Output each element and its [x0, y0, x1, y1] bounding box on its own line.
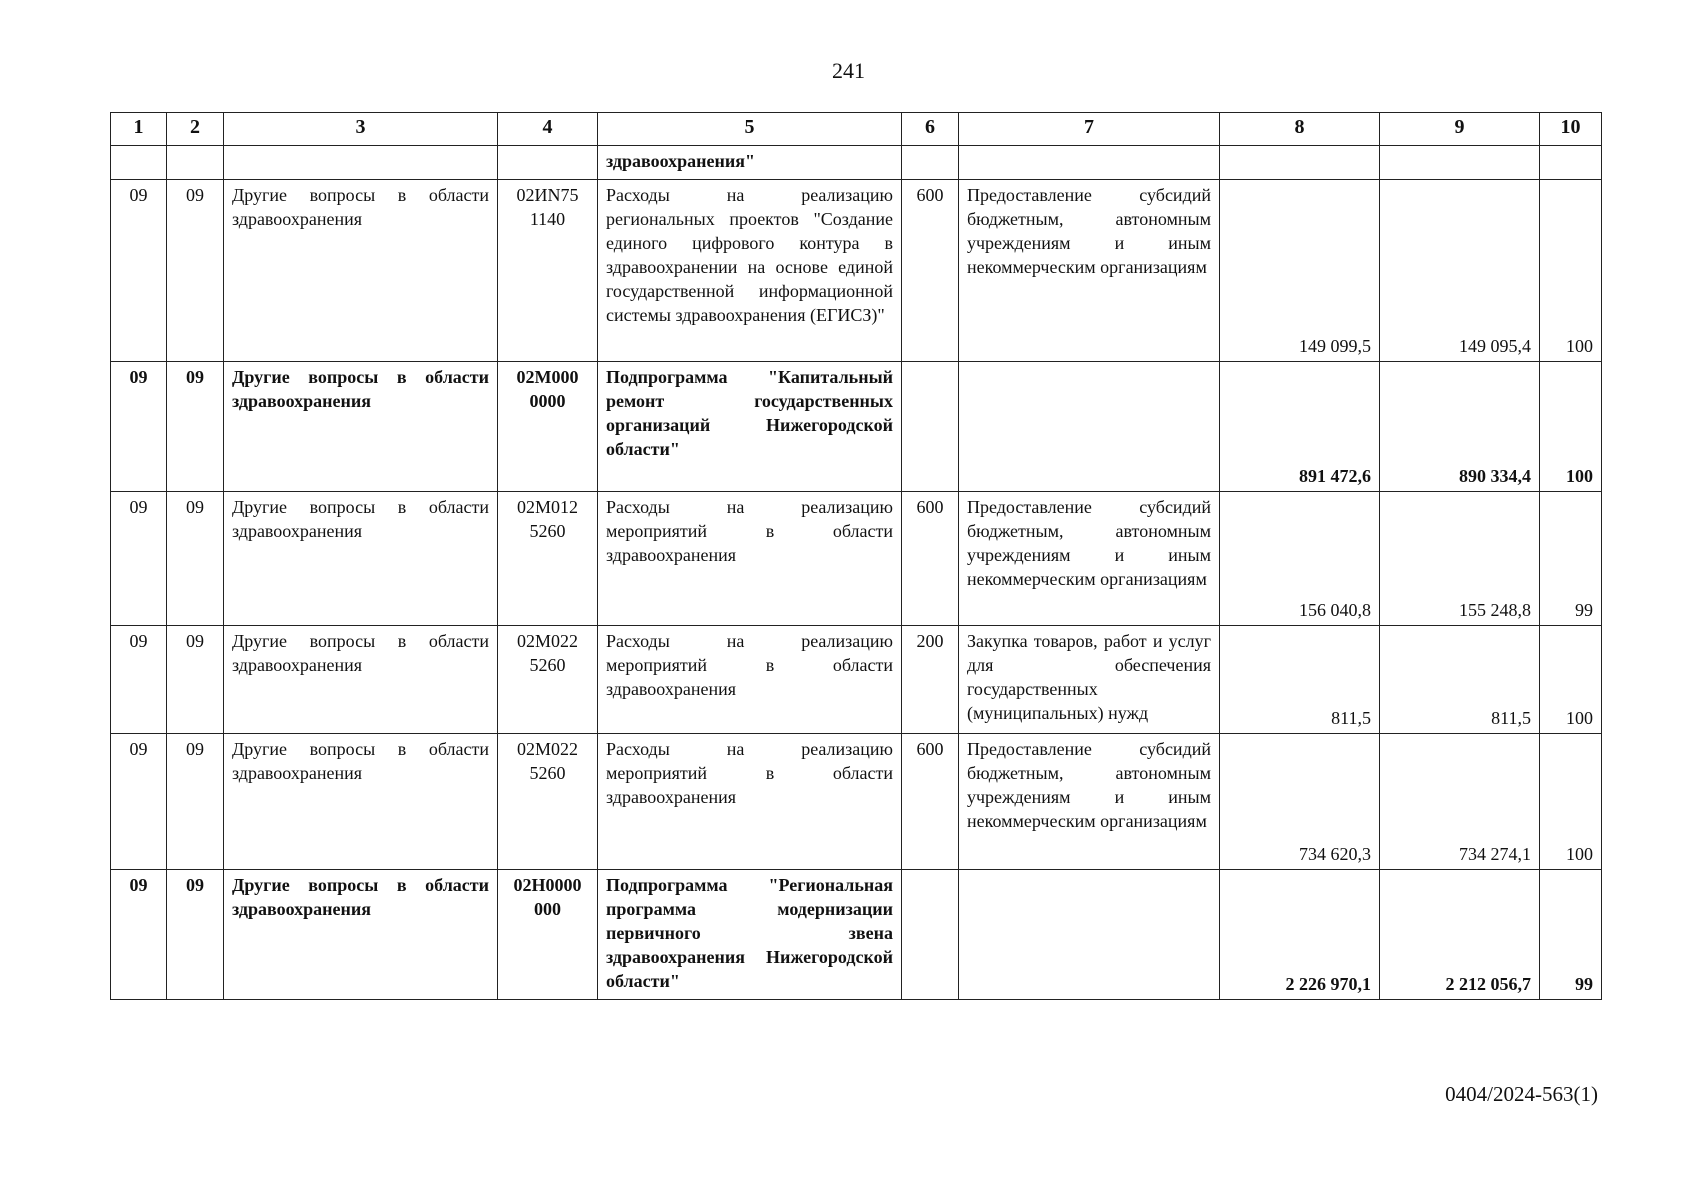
target-article-code: 02Н0000 000 [498, 870, 598, 1000]
header-cell: 10 [1540, 113, 1602, 146]
section-code: 09 [111, 870, 167, 1000]
execution-percent: 100 [1540, 626, 1602, 734]
subsection-code: 09 [167, 362, 224, 492]
target-article-name: Расходы на реализацию мероприятий в области здравоохранения [598, 626, 902, 734]
subsection-code: 09 [167, 870, 224, 1000]
subsection-code: 09 [167, 492, 224, 626]
continuation-row [111, 146, 1602, 180]
execution-percent: 99 [1540, 870, 1602, 1000]
expense-type-code: 600 [902, 180, 959, 362]
target-article-code: 02М022 5260 [498, 734, 598, 870]
header-cell: 5 [598, 113, 902, 146]
table-row [111, 180, 1602, 362]
amount-planned: 149 099,5 [1220, 180, 1380, 362]
header-cell: 6 [902, 113, 959, 146]
header-cell: 9 [1380, 113, 1540, 146]
table-cell [1540, 146, 1602, 180]
target-article-name: Расходы на реализацию региональных проектов "Создание единого цифрового контура в здравоохранении на основе единой государственной информационной системы здравоохранения (ЕГИСЗ)" [598, 180, 902, 362]
expense-type-code [902, 870, 959, 1000]
expense-type-code [902, 362, 959, 492]
amount-executed: 811,5 [1380, 626, 1540, 734]
target-article-code: 02ИN75 1140 [498, 180, 598, 362]
section-code: 09 [111, 180, 167, 362]
target-article-name: Расходы на реализацию мероприятий в области здравоохранения [598, 492, 902, 626]
table-row [111, 626, 1602, 734]
amount-executed: 890 334,4 [1380, 362, 1540, 492]
amount-executed: 2 212 056,7 [1380, 870, 1540, 1000]
header-cell: 2 [167, 113, 224, 146]
table-row [111, 734, 1602, 870]
table-cell [1220, 146, 1380, 180]
expense-type-name [959, 362, 1220, 492]
header-cell: 4 [498, 113, 598, 146]
budget-table [110, 112, 1602, 1000]
page-number: 241 [832, 58, 865, 83]
section-code: 09 [111, 492, 167, 626]
execution-percent: 100 [1540, 362, 1602, 492]
table-cell [959, 146, 1220, 180]
amount-planned: 156 040,8 [1220, 492, 1380, 626]
section-code: 09 [111, 362, 167, 492]
section-name: Другие вопросы в области здравоохранения [224, 870, 498, 1000]
amount-executed: 734 274,1 [1380, 734, 1540, 870]
header-row [111, 113, 1602, 146]
expense-type-code: 600 [902, 734, 959, 870]
table-cell [224, 146, 498, 180]
expense-type-name: Предоставление субсидий бюджетным, автономным учреждениям и иным некоммерческим организациям [959, 180, 1220, 362]
section-code: 09 [111, 626, 167, 734]
table-cell [111, 146, 167, 180]
target-article-name: Подпрограмма "Региональная программа модернизации первичного звена здравоохранения Нижегородской области" [598, 870, 902, 1000]
table-cell [498, 146, 598, 180]
amount-planned: 2 226 970,1 [1220, 870, 1380, 1000]
subsection-code: 09 [167, 734, 224, 870]
table-row [111, 870, 1602, 1000]
target-article-code: 02М000 0000 [498, 362, 598, 492]
table-row [111, 492, 1602, 626]
amount-planned: 734 620,3 [1220, 734, 1380, 870]
target-article-code: 02М012 5260 [498, 492, 598, 626]
table-row [111, 362, 1602, 492]
section-name: Другие вопросы в области здравоохранения [224, 362, 498, 492]
expense-type-name: Предоставление субсидий бюджетным, автономным учреждениям и иным некоммерческим организациям [959, 492, 1220, 626]
execution-percent: 99 [1540, 492, 1602, 626]
header-cell: 7 [959, 113, 1220, 146]
subsection-code: 09 [167, 180, 224, 362]
document-code: 0404/2024-563(1) [1445, 1082, 1598, 1106]
header-cell: 8 [1220, 113, 1380, 146]
table-cell [1380, 146, 1540, 180]
expense-type-name [959, 870, 1220, 1000]
section-name: Другие вопросы в области здравоохранения [224, 626, 498, 734]
header-cell: 3 [224, 113, 498, 146]
section-name: Другие вопросы в области здравоохранения [224, 492, 498, 626]
expense-type-code: 200 [902, 626, 959, 734]
amount-planned: 891 472,6 [1220, 362, 1380, 492]
table-cell [902, 146, 959, 180]
expense-type-code: 600 [902, 492, 959, 626]
target-article-name: Подпрограмма "Капитальный ремонт государственных организаций Нижегородской области" [598, 362, 902, 492]
amount-executed: 155 248,8 [1380, 492, 1540, 626]
expense-type-name: Предоставление субсидий бюджетным, автономным учреждениям и иным некоммерческим организациям [959, 734, 1220, 870]
execution-percent: 100 [1540, 180, 1602, 362]
target-article-code: 02М022 5260 [498, 626, 598, 734]
target-article-name: Расходы на реализацию мероприятий в области здравоохранения [598, 734, 902, 870]
amount-planned: 811,5 [1220, 626, 1380, 734]
header-cell: 1 [111, 113, 167, 146]
table-cell [167, 146, 224, 180]
section-name: Другие вопросы в области здравоохранения [224, 734, 498, 870]
expense-type-name: Закупка товаров, работ и услуг для обеспечения государственных (муниципальных) нужд [959, 626, 1220, 734]
section-code: 09 [111, 734, 167, 870]
execution-percent: 100 [1540, 734, 1602, 870]
amount-executed: 149 095,4 [1380, 180, 1540, 362]
subsection-code: 09 [167, 626, 224, 734]
table-cell: здравоохранения" [598, 146, 902, 180]
section-name: Другие вопросы в области здравоохранения [224, 180, 498, 362]
